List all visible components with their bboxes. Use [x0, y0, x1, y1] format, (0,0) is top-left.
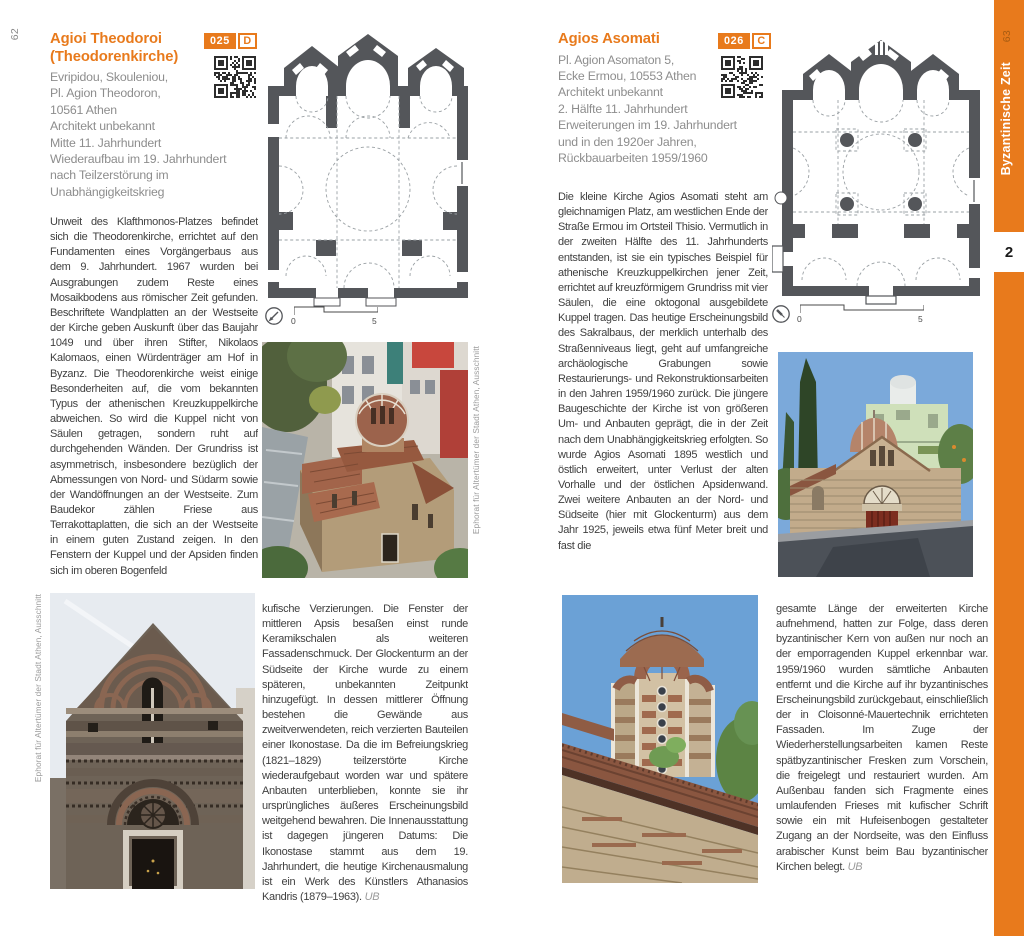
- photo-asomati-dome: [562, 595, 758, 883]
- address-line: Erweiterungen im 19. Jahrhundert: [558, 118, 737, 133]
- page-number-right: 63: [1001, 30, 1013, 43]
- address-line: Evripidou, Skouleniou,: [50, 70, 168, 84]
- address-line: Rückbauarbeiten 1959/1960: [558, 150, 708, 165]
- author-initials-left: UB: [364, 890, 380, 903]
- photo-theodorenkirche-aerial-image: [262, 342, 468, 578]
- scale-start-label: 0: [291, 316, 296, 326]
- scale-start-label: 0: [797, 314, 802, 324]
- address-line: Architekt unbekannt: [50, 119, 155, 134]
- qr-code-left: [214, 56, 256, 98]
- section-tab-label: Byzantinische Zeit: [999, 62, 1013, 176]
- qr-code-icon: [214, 56, 256, 98]
- article-left-title: Agioi Theodoroi: [50, 31, 162, 47]
- object-number-badge-left: [204, 33, 257, 49]
- object-number: 026: [718, 33, 750, 49]
- address-line: Pl. Agion Theodoron,: [50, 86, 161, 101]
- photo-asomati-street-image: [778, 352, 973, 577]
- address-line: nach Teilzerstörung im: [50, 168, 169, 183]
- object-number-badge-right: [718, 33, 771, 49]
- compass-icon: [771, 304, 791, 324]
- scale-end-label: 5: [372, 316, 377, 326]
- article-left-address: [50, 69, 227, 200]
- scale-end-label: 5: [918, 314, 923, 324]
- author-initials-right: UB: [847, 860, 863, 873]
- qr-code-icon: [721, 56, 763, 98]
- address-line: Unabhängigkeitskrieg: [50, 184, 165, 199]
- article-left-body-col2-text: kufische Verzierungen. Die Fenster der mittleren Apsis besaßen einst runde Keramikschalen als weiteren Fassadenschmuck. Der Glockenturm an der Südseite der Kirche wurde zu einem späteren, unbekannten Zeitpunkt hinzugefügt. In dessen mittlerer Öffnung bestehen die Gewände aus zweitverwendeten, reich verzierten Bauteilen einer Ikonostase. Da die im Befreiungskrieg (1821–1829) teilzerstörte Kirche wiederaufgebaut worden war und spätere Anbauten unterblieben, konnte sie ihr ursprüngliches äußeres Erscheinungsbild weitgehend bewahren. Die Innenausstattung ist dagegen jüngeren Datums: Die Ikonostase stammt aus dem 19. Jahrhundert, die heutige Kirchenausmalung ist ein Werk des Künstlers Athanasios Kandris (1879–1963).: [262, 603, 468, 903]
- photo-theodorenkirche-facade-image: [50, 593, 255, 889]
- photo-theodorenkirche-aerial: [262, 342, 468, 578]
- article-right-body-col2: [776, 602, 988, 924]
- photo-credit-aerial: Ephorat für Altertümer der Stadt Athen, Ausschnitt: [471, 346, 481, 535]
- article-left-body-col1: Unweit des Klafthmonos-Platzes befindet sich die Theodorenkirche, errichtet auf den Fundamenten eines Vorgängerbaus aus dem 9. Jahrhundert. 1967 wurden bei Ausgrabungen zudem Reste eines Mosaikbodens aus römischer Zeit gefunden. Beschriftete Wandplatten an der Westseite der Kirche geben Auskunft über das Baujahr 1049 und über ihren Stifter, Nikolaos Kalomaos, einen Würdenträger am Hof in Byzanz. Die Theodorenkirche weist einige Besonderheiten auf, die vom bekannten Typus der athenischen Kreuzkuppelkirche abweichen. So wird die Kuppel nicht von Säulen getragen, sondern ruht auf durchgehenden Wänden. Der Grundriss ist asymmetrisch, insbesondere bezüglich der Abmessungen von Nord- und Südarm sowie der Wandöffnungen an der Westseite. Zum Baudekor zählen Friese aus Terrakottaplatten, die sich an der Westseite in einem guten Zustand zeigen. In den Fenstern der Kuppel und der Apsiden finden sich im oberen Bogenfeld: [50, 216, 258, 577]
- photo-credit-facade: Ephorat für Altertümer der Stadt Athen, Ausschnitt: [33, 594, 43, 783]
- scale-bar-left: [294, 303, 378, 316]
- map-grid-letter: D: [238, 33, 257, 49]
- photo-asomati-dome-image: [562, 595, 758, 883]
- address-line: Ecke Ermou, 10553 Athen: [558, 68, 697, 83]
- article-left-body-col2: [262, 602, 468, 924]
- floor-plan-drawing: [772, 28, 990, 306]
- page-number-left: 62: [9, 28, 21, 41]
- article-right-address: [558, 52, 737, 167]
- object-number: 025: [204, 33, 236, 49]
- photo-theodorenkirche-facade: [50, 593, 255, 889]
- scale-bar-right: [800, 301, 924, 314]
- address-line: 2. Hälfte 11. Jahrhundert: [558, 101, 688, 116]
- chapter-number-box: 2: [994, 232, 1024, 272]
- address-line: Wiederaufbau im 19. Jahrhundert: [50, 152, 227, 167]
- address-line: 10561 Athen: [50, 102, 117, 117]
- compass-icon: [264, 306, 284, 326]
- floor-plan-drawing: [260, 26, 476, 310]
- map-grid-letter: C: [752, 33, 771, 49]
- floor-plan-theodorenkirche: [260, 26, 476, 310]
- qr-code-right: [721, 56, 763, 98]
- address-line: Mitte 11. Jahrhundert: [50, 135, 162, 150]
- address-line: Architekt unbekannt: [558, 85, 663, 100]
- floor-plan-asomati: [772, 28, 990, 306]
- article-right-body-col2-text: gesamte Länge der erweiterten Kirche aufnehmend, hatten zur Folge, dass deren byzantinischer Kern von außen nur noch an der emporragenden Kuppel erkennbar war. 1959/1960 wurden sämtliche Anbauten entfernt und die Kirche auf ihr byzantinisches Erscheinungsbild zurückgebaut, einschließlich der in Cloisonné-Mauertechnik errichteten Fassaden. Im Zuge der Wiederherstellungsarbeiten kamen Reste spätbyzantinischer Fresken zum Vorschein, die freigelegt und restauriert wurden. Am Außenbau fanden sich Fragmente eines umlaufenden Frieses mit kufischer Schrift sowie ein mit Hufeisenbogen gestalteter Zugang an der Nordseite, was den Einfluss arabischer Kunst beim Bau byzantinischer Kirchen belegt.: [776, 603, 988, 873]
- article-right-title: Agios Asomati: [558, 31, 660, 47]
- article-right-body-col1: Die kleine Kirche Agios Asomati steht am gleichnamigen Platz, am westlichen Ende der Straße Ermou im Ortsteil Thisio. Vermutlich in der zweiten Hälfte des 11. Jahrhunderts entstanden, ist sie ein typisches Beispiel für athenische Kreuzkuppelkirchen jener Zeit, errichtet auf kreuzförmigem Grundriss mit vier Säulen, die eine oktogonal ausgebildete Kuppel tragen. Das heutige Erscheinungsbild des Sakralbaus, der merklich unterhalb des Straßenniveaus liegt, geht auf umfangreiche archäologische Grabungen sowie Restaurierungs- und Rekonstruktionsarbeiten in den Jahren 1959/1960 zurück. Die jüngere Baugeschichte der Kirche ist von größeren Um- und Anbauten geprägt, die in der Zeit nach dem Unabhängigkeitskrieg erfolgten. So wurde Agios Asomati 1895 westlich und östlich erweitert, unter Verlust der alten Vorhalle und der östlichen Apsidenwand. Zwei weitere Anbauten an der Nord- und Südseite (hier mit Glockenturm) aus dem Jahr 1925, jeweils etwa fünf Meter breit und fast die: [558, 191, 768, 552]
- photo-asomati-street: [778, 352, 973, 577]
- article-left-subtitle: (Theodorenkirche): [50, 48, 179, 65]
- address-line: und in den 1920er Jahren,: [558, 134, 697, 149]
- address-line: Pl. Agion Asomaton 5,: [558, 52, 675, 67]
